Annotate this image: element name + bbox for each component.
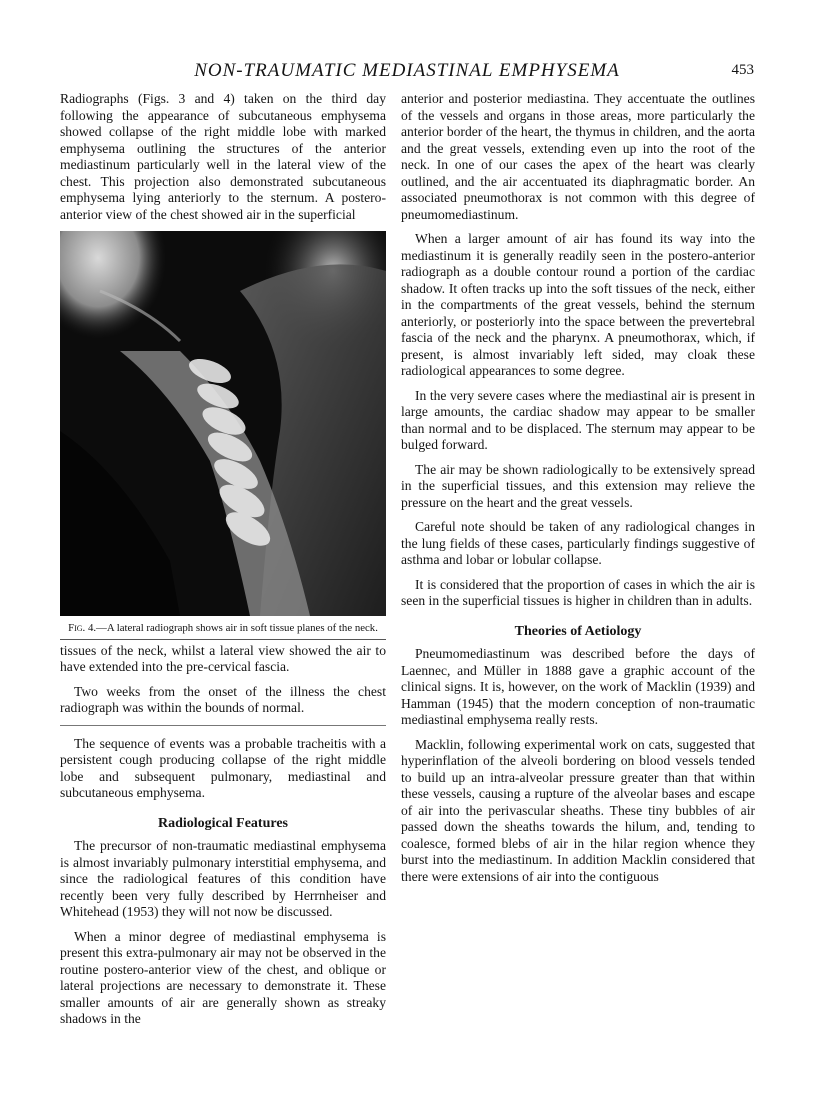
- paragraph: It is considered that the proportion of cases in which the air is seen in the superficial tissues is higher in children than in adults.: [401, 576, 755, 608]
- figure-caption: [60, 622, 386, 640]
- paragraph: Macklin, following experimental work on cats, suggested that hyperinflation of the alveoli bordering on blood vessels tended to build up an intra-alveolar pressure greater than that within these vessels, causing a rupture of the alveolar bases and escape of air into the perivascular sheaths. These tiny bubbles of air passed down the sheaths towards the hilum, and, tending to coalesce, formed blebs of air in the hilar region whence they burst into the mediastinum. In addition Macklin considered that there were extensions of air into the contiguous: [401, 736, 755, 884]
- paragraph: Pneumomediastinum was described before the days of Laennec, and Müller in 1888 gave a graphic account of the clinical signs. It is, however, on the work of Macklin (1939) and Hamman (1945) that the modern conception of non-traumatic mediastinal emphysema really rests.: [401, 646, 755, 727]
- paragraph: In the very severe cases where the mediastinal air is present in large amounts, the cardiac shadow may appear to be smaller than normal and to be displaced. The sternum may appear to be bulged forward.: [401, 387, 755, 452]
- paragraph: Careful note should be taken of any radiological changes in the lung fields of these cases, particularly findings suggestive of asthma and lobar or lobular collapse.: [401, 519, 755, 567]
- page-header: [60, 60, 754, 84]
- right-column: [401, 91, 755, 893]
- figure-4-radiograph: [60, 231, 386, 616]
- figure-caption-text: —A lateral radiograph shows air in soft tissue planes of the neck.: [96, 622, 378, 634]
- paragraph: anterior and posterior mediastina. They accentuate the outlines of the vessels and organs in those areas, more particularly the anterior border of the heart, the thymus in children, and the aorta and the great vessels, extending even up into the root of the neck. In one of our cases the apex of the heart was clearly outlined, and the air accentuated its diaphragmatic border. An associated pneumothorax is not common with this degree of pneumomediastinum.: [401, 91, 755, 222]
- paragraph: Radiographs (Figs. 3 and 4) taken on the third day following the appearance of subcutaneous emphysema showed collapse of the right middle lobe with marked emphysema outlining the structures of the anterior mediastinum particularly well in the lateral view of the chest. This projection also demonstrated subcutaneous emphysema lying anteriorly to the sternum. A postero-anterior view of the chest showed air in the superficial: [60, 91, 386, 222]
- paragraph: tissues of the neck, whilst a lateral view showed the air to have extended into the pre-cervical fascia.: [60, 642, 386, 674]
- radiograph-image: [60, 231, 386, 616]
- paragraph: The precursor of non-traumatic mediastinal emphysema is almost invariably pulmonary interstitial emphysema, and since the radiological features of this condition have recently been very fully described by Herrnheiser and Whitehead (1953) they will not now be discussed.: [60, 838, 386, 919]
- page-number: 453: [731, 62, 754, 78]
- divider: [60, 725, 386, 726]
- running-title: NON-TRAUMATIC MEDIASTINAL EMPHYSEMA: [194, 60, 620, 81]
- paragraph: The sequence of events was a probable tracheitis with a persistent cough producing collapse of the right middle lobe and subsequent pulmonary, mediastinal and subcutaneous emphysema.: [60, 735, 386, 800]
- left-column: [60, 91, 386, 1036]
- paragraph: Two weeks from the onset of the illness the chest radiograph was within the bounds of normal.: [60, 683, 386, 715]
- section-heading: Theories of Aetiology: [514, 623, 642, 639]
- section-heading: Radiological Features: [157, 815, 288, 831]
- figure-label: Fig. 4.: [68, 622, 97, 634]
- paragraph: When a larger amount of air has found its way into the mediastinum it is generally readily seen in the postero-anterior radiograph as a double contour round a portion of the cardiac shadow. It often tracks up into the soft tissues of the neck, either in the compartments of the great vessels, behind the sternum anteriorly, or posteriorly into the space between the prevertebral fascia of the neck and the pharynx. A pneumothorax, which, if present, is almost invariably left sided, may cloak these radiological appearances to some degree.: [401, 231, 755, 378]
- paragraph: The air may be shown radiologically to be extensively spread in the superficial tissues, and this extension may relieve the pressure on the heart and the great vessels.: [401, 461, 755, 510]
- paragraph: When a minor degree of mediastinal emphysema is present this extra-pulmonary air may not be observed in the routine postero-anterior view of the chest, and oblique or lateral projections are necessary to demonstrate it. These smaller amounts of air are generally shown as streaky shadows in the: [60, 928, 386, 1026]
